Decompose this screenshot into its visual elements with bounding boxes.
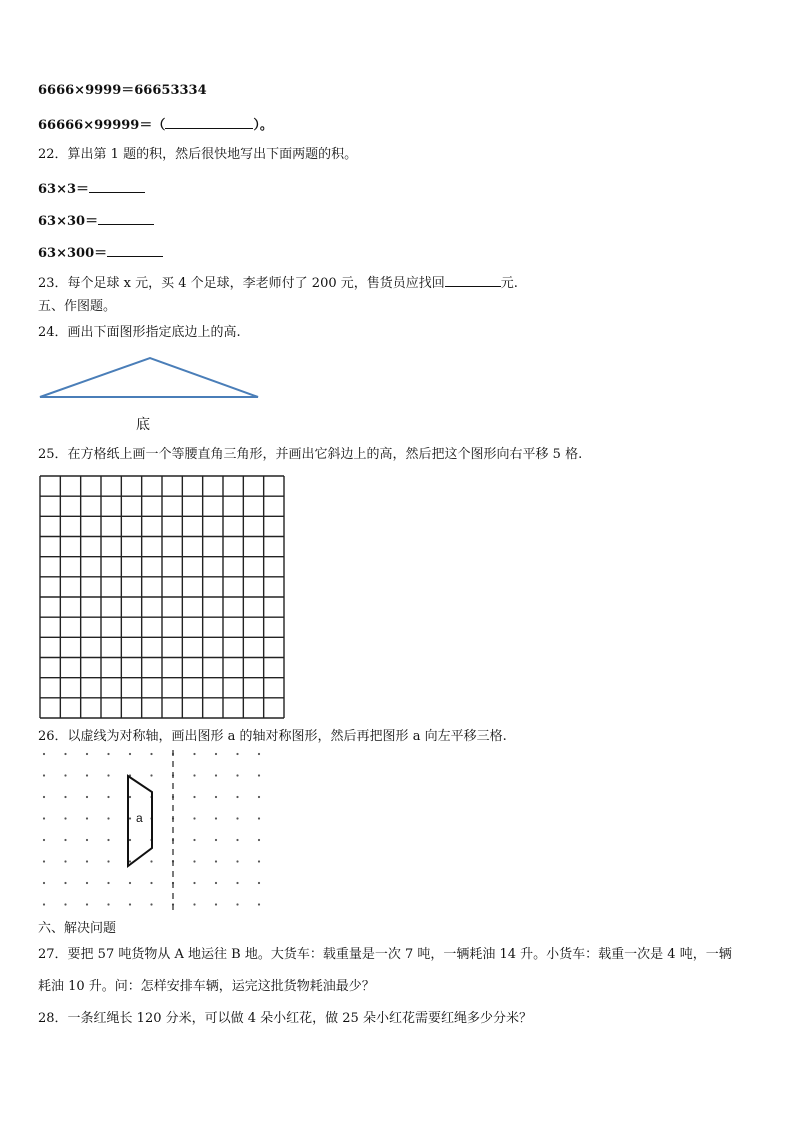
- grid-dot: [150, 753, 152, 755]
- grid-dot: [86, 860, 88, 862]
- grid-dot: [236, 860, 238, 862]
- grid-dot: [107, 796, 109, 798]
- grid-dot: [193, 882, 195, 884]
- grid-dot: [215, 882, 217, 884]
- grid-dot: [193, 860, 195, 862]
- grid-dot: [129, 817, 131, 819]
- grid-dot: [215, 753, 217, 755]
- grid-dot: [107, 903, 109, 905]
- grid-dot: [86, 882, 88, 884]
- grid-dot: [215, 839, 217, 841]
- grid-dot: [43, 839, 45, 841]
- answer-blank-22c[interactable]: [107, 242, 163, 257]
- equation-line-2: [38, 114, 273, 135]
- grid-dot: [129, 839, 131, 841]
- grid-dot: [215, 817, 217, 819]
- question-28: 28．一条红绳长 120 分米，可以做 4 朵小红花，做 25 朵小红花需要红绳多少分米？: [38, 1011, 532, 1026]
- grid-dot: [43, 753, 45, 755]
- grid-dot: [43, 903, 45, 905]
- base-label: 底: [136, 417, 150, 433]
- grid-dot: [150, 882, 152, 884]
- question-22c: [38, 242, 163, 263]
- grid-dot: [64, 903, 66, 905]
- grid-dot: [258, 860, 260, 862]
- grid-dot: [43, 774, 45, 776]
- grid-dot: [258, 882, 260, 884]
- question-22c-text: 63×300＝: [38, 246, 108, 261]
- grid-dot: [236, 882, 238, 884]
- grid-dot: [258, 903, 260, 905]
- grid-dot: [107, 753, 109, 755]
- dot-grid-figure[interactable]: [36, 748, 268, 914]
- grid-dot: [64, 774, 66, 776]
- answer-blank-1[interactable]: [165, 114, 253, 129]
- grid-dot: [43, 796, 45, 798]
- question-22a-text: 63×3＝: [38, 182, 90, 197]
- grid-dot: [215, 860, 217, 862]
- question-23-suffix: 元.: [500, 276, 518, 291]
- question-25: 25．在方格纸上画一个等腰直角三角形，并画出它斜边上的高，然后把这个图形向右平移 5 格.: [38, 447, 583, 462]
- triangle-shape: [40, 358, 258, 397]
- grid-dot: [193, 774, 195, 776]
- triangle-figure: [36, 355, 262, 401]
- grid-dot: [193, 796, 195, 798]
- grid-dot: [64, 882, 66, 884]
- question-26: 26．以虚线为对称轴，画出图形 a 的轴对称图形，然后再把图形 a 向左平移三格.: [38, 729, 507, 744]
- question-23-text: 23．每个足球 x 元，买 4 个足球，李老师付了 200 元，售货员应找回: [38, 276, 445, 291]
- section-5-heading: 五、作图题。: [38, 299, 117, 314]
- grid-dot: [86, 817, 88, 819]
- grid-dot: [236, 839, 238, 841]
- grid-dot: [129, 882, 131, 884]
- grid-dot: [129, 903, 131, 905]
- grid-dot: [193, 903, 195, 905]
- grid-dot: [129, 753, 131, 755]
- answer-blank-22a[interactable]: [89, 178, 145, 193]
- grid-dot: [107, 817, 109, 819]
- grid-paper[interactable]: [38, 474, 286, 720]
- shape-a-label: a: [136, 811, 143, 825]
- question-22b: [38, 210, 154, 231]
- equation-2-suffix: ）。: [253, 118, 273, 133]
- grid-dot: [43, 882, 45, 884]
- grid-dot: [86, 839, 88, 841]
- grid-dot: [64, 753, 66, 755]
- question-22a: [38, 178, 145, 199]
- grid-dot: [64, 860, 66, 862]
- grid-dot: [258, 839, 260, 841]
- question-27-line-1: 27．要把 57 吨货物从 A 地运往 B 地。大货车：载重量是一次 7 吨，一辆耗油 14 升。小货车：载重一次是 4 吨，一辆: [38, 947, 732, 962]
- grid-dot: [215, 903, 217, 905]
- grid-dot: [236, 903, 238, 905]
- question-24: 24．画出下面图形指定底边上的高.: [38, 325, 241, 340]
- grid-dot: [64, 796, 66, 798]
- grid-dot: [236, 796, 238, 798]
- grid-dot: [193, 839, 195, 841]
- grid-dot: [86, 903, 88, 905]
- answer-blank-22b[interactable]: [98, 210, 154, 225]
- grid-dot: [215, 774, 217, 776]
- grid-dot: [258, 817, 260, 819]
- answer-blank-23[interactable]: [445, 272, 501, 287]
- equation-2-prefix: 66666×99999＝（: [38, 118, 166, 133]
- grid-dot: [129, 860, 131, 862]
- grid-dot: [193, 817, 195, 819]
- grid-dot: [64, 817, 66, 819]
- grid-dot: [107, 839, 109, 841]
- question-22b-text: 63×30＝: [38, 214, 99, 229]
- grid-dot: [86, 796, 88, 798]
- grid-dot: [193, 753, 195, 755]
- grid-dot: [43, 860, 45, 862]
- grid-dot: [129, 796, 131, 798]
- question-23: [38, 272, 518, 293]
- grid-dot: [258, 774, 260, 776]
- grid-dot: [64, 839, 66, 841]
- grid-dot: [86, 774, 88, 776]
- grid-dot: [107, 860, 109, 862]
- grid-dot: [86, 753, 88, 755]
- grid-dot: [150, 903, 152, 905]
- grid-dot: [236, 817, 238, 819]
- question-22: 22．算出第 1 题的积，然后很快地写出下面两题的积。: [38, 147, 358, 162]
- question-27-line-2: 耗油 10 升。问：怎样安排车辆，运完这批货物耗油最少？: [38, 979, 375, 994]
- grid-dot: [258, 796, 260, 798]
- equation-line-1: 6666×9999＝66653334: [38, 83, 207, 98]
- grid-dot: [215, 796, 217, 798]
- section-6-heading: 六、解决问题: [38, 921, 117, 936]
- grid-dot: [150, 774, 152, 776]
- grid-dot: [107, 882, 109, 884]
- grid-dot: [107, 774, 109, 776]
- grid-dot: [236, 774, 238, 776]
- grid-dot: [236, 753, 238, 755]
- grid-dot: [258, 753, 260, 755]
- grid-dot: [43, 817, 45, 819]
- grid-dot: [150, 860, 152, 862]
